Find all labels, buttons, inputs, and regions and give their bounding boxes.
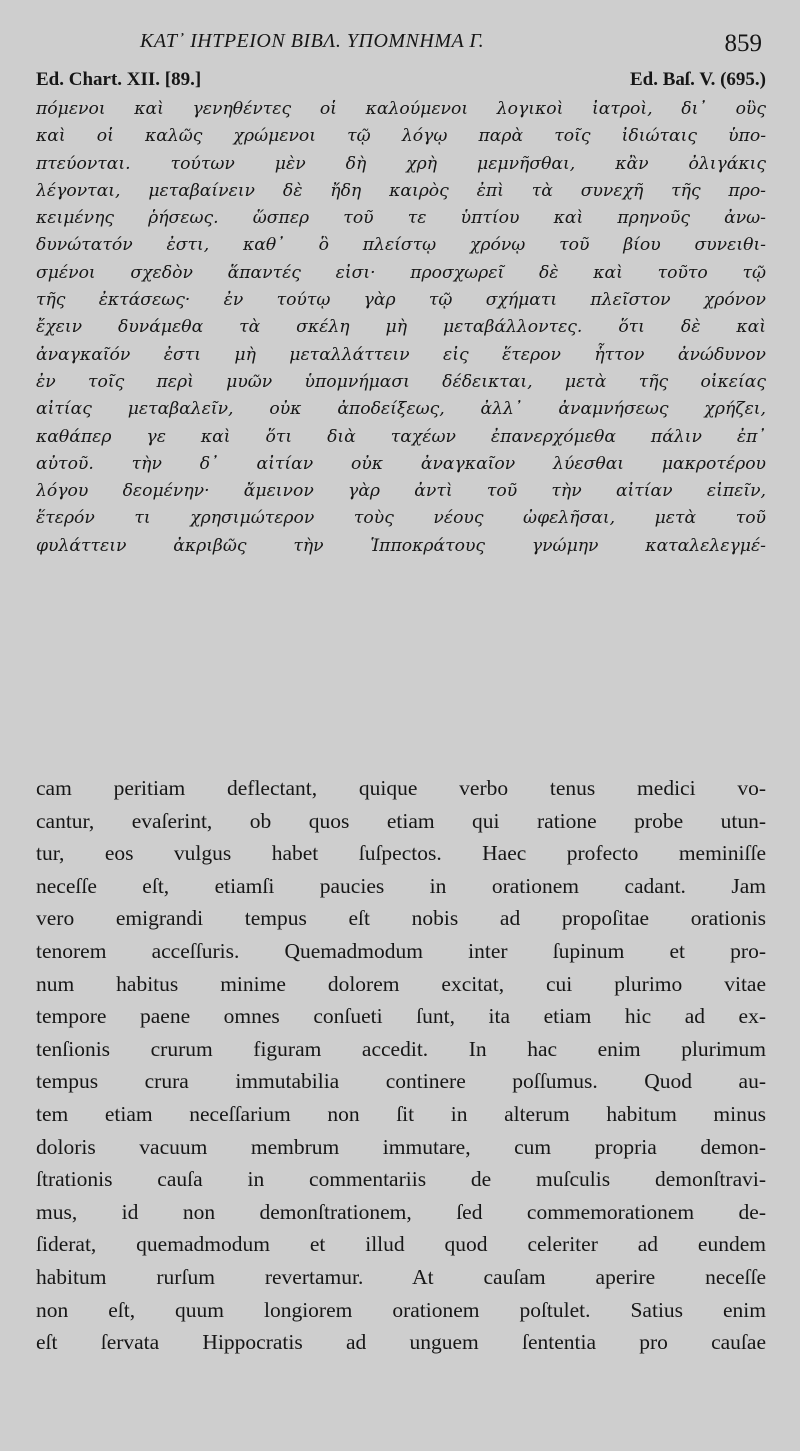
latin-text-line: tempus crura immutabilia continere poſſumus. Quod au- (36, 1069, 766, 1094)
latin-text-line: habitum rurſum revertamur. At cauſam aperire neceſſe (36, 1264, 766, 1289)
page-number: 859 (724, 30, 762, 57)
greek-text-line: ἔχειν δυνάμεθα τὰ σκέλη μὴ μεταβάλλοντες. ὅτι δὲ καὶ (36, 317, 766, 338)
greek-text-line: πτεύονται. τούτων μὲν δὴ χρὴ μεμνῆσθαι, κἂν ὀλιγάκις (36, 153, 766, 174)
latin-text-line: tenorem acceſſuris. Quemadmodum inter ſupinum et pro- (36, 938, 766, 963)
greek-text-line: κειμένης ῥήσεως. ὥσπερ τοῦ τε ὑπτίου καὶ πρηνοῦς ἀνω- (36, 208, 766, 229)
edition-reference-right: Ed. Baſ. V. (695.) (629, 69, 766, 90)
greek-text-line: λόγου δεομένην· ἄμεινον γὰρ ἀντὶ τοῦ τὴν αἰτίαν εἰπεῖν, (36, 481, 766, 502)
greek-text-line: λέγονται, μεταβαίνειν δὲ ἤδη καιρὸς ἐπὶ τὰ συνεχῆ τῆς προ- (36, 180, 766, 201)
latin-text-line: tenſionis crurum figuram accedit. In hac enim plurimum (36, 1036, 766, 1061)
latin-text-line: non eſt, quum longiorem orationem poſtulet. Satius enim (36, 1297, 766, 1322)
latin-text-line: ſiderat, quemadmodum et illud quod celeriter ad eundem (36, 1232, 766, 1257)
latin-text-line: vero emigrandi tempus eſt nobis ad propoſitae orationis (36, 906, 766, 931)
greek-text-line: δυνώτατόν ἐστι, καθ᾽ ὃ πλείστῳ χρόνῳ τοῦ βίου συνειθι- (36, 235, 766, 256)
edition-reference-left: Ed. Chart. XII. [89.] (36, 69, 202, 90)
latin-text-line: doloris vacuum membrum immutare, cum propria demon- (36, 1134, 766, 1159)
greek-text-line: ἕτερόν τι χρησιμώτερον τοὺς νέους ὠφελῆσαι, μετὰ τοῦ (36, 508, 766, 529)
latin-text-line: tempore paene omnes conſueti ſunt, ita etiam hic ad ex- (36, 1004, 766, 1029)
greek-text-block (36, 96, 766, 560)
greek-text-line: σμένοι σχεδὸν ἅπαντές εἰσι· προσχωρεῖ δὲ καὶ τοῦτο τῷ (36, 262, 766, 283)
latin-text-line: eſt ſervata Hippocratis ad unguem ſententia pro cauſae (36, 1330, 766, 1355)
greek-text-line: καθάπερ γε καὶ ὅτι διὰ ταχέων ἐπανερχόμεθα πάλιν ἐπ᾽ (36, 426, 766, 447)
latin-text-line: num habitus minime dolorem excitat, cui plurimo vitae (36, 971, 766, 996)
latin-text-line: cantur, evaſerint, ob quos etiam qui ratione probe utun- (36, 808, 766, 833)
latin-text-line: tem etiam neceſſarium non ſit in alterum habitum minus (36, 1101, 766, 1126)
latin-text-block (36, 772, 766, 1359)
latin-text-line: ſtrationis cauſa in commentariis de muſculis demonſtravi- (36, 1167, 766, 1192)
latin-text-line: neceſſe eſt, etiamſi paucies in orationem cadant. Jam (36, 873, 766, 898)
greek-text-line: ἐν τοῖς περὶ μυῶν ὑπομνήμασι δέδεικται, μετὰ τῆς οἰκείας (36, 371, 766, 392)
greek-text-line: πόμενοι καὶ γενηθέντες οἱ καλούμενοι λογικοὶ ἰατροὶ, δι᾽ οὓς (36, 99, 766, 119)
greek-text-line: αὐτοῦ. τὴν δ᾽ αἰτίαν οὐκ ἀναγκαῖον λύεσθαι μακροτέρου (36, 453, 766, 474)
greek-text-line: ἀναγκαῖόν ἐστι μὴ μεταλλάττειν εἰς ἕτερον ἧττον ἀνώδυνον (36, 344, 766, 365)
greek-text-line: τῆς ἐκτάσεως· ἐν τούτῳ γὰρ τῷ σχήματι πλεῖστον χρόνον (36, 290, 766, 311)
greek-text-line: αἰτίας μεταβαλεῖν, οὐκ ἀποδείξεως, ἀλλ᾽ ἀναμνήσεως χρήζει, (36, 399, 766, 420)
running-title: ΚΑΤ᾽ ΙΗΤΡΕΙΟΝ ΒΙΒΛ. ΥΠΟΜΝΗΜΑ Γ. (140, 30, 485, 52)
greek-text-line: φυλάττειν ἀκριβῶς τὴν Ἱπποκράτους γνώμην καταλελεγμέ- (36, 535, 766, 556)
latin-text-line: tur, eos vulgus habet ſuſpectos. Haec profecto meminiſſe (36, 841, 766, 866)
latin-text-line: cam peritiam deflectant, quique verbo tenus medici vo- (36, 776, 766, 800)
latin-text-line: mus, id non demonſtrationem, ſed commemorationem de- (36, 1199, 766, 1224)
greek-text-line: καὶ οἱ καλῶς χρώμενοι τῷ λόγῳ παρὰ τοῖς ἰδιώταις ὑπο- (36, 126, 766, 147)
